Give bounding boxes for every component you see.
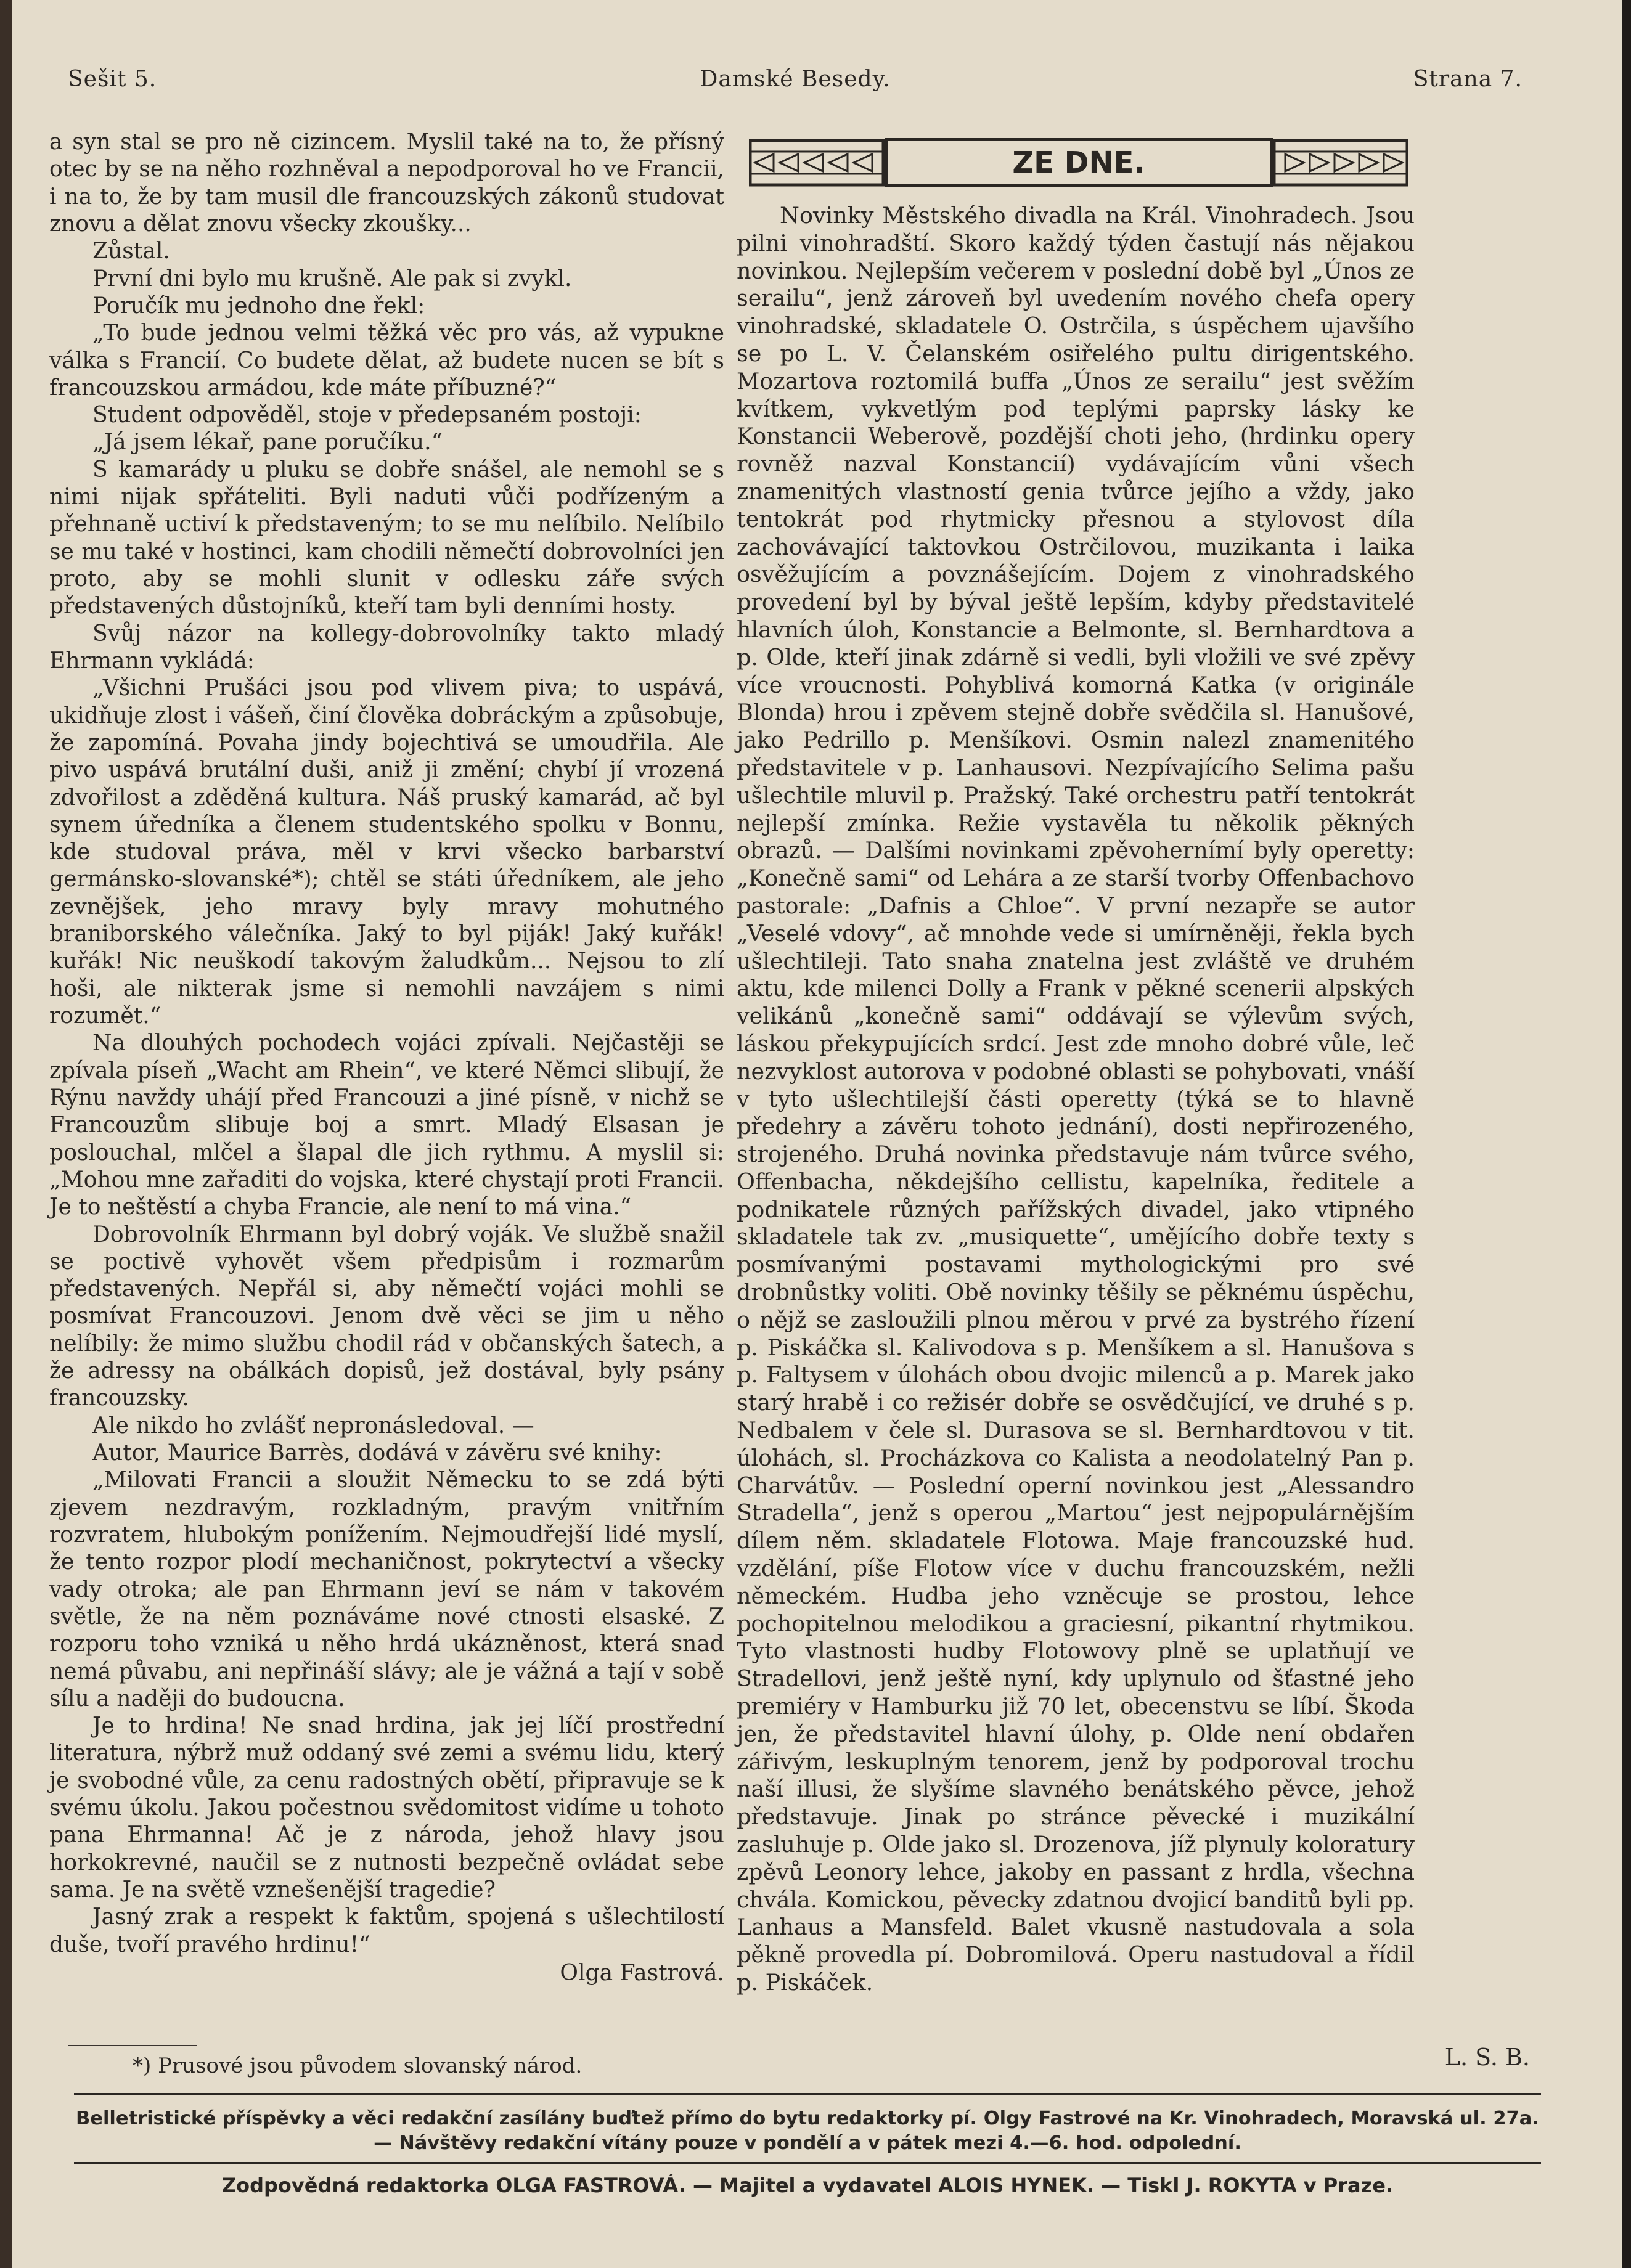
paragraph: Student odpověděl, stoje v předepsaném postoji: — [92, 402, 642, 428]
paragraph: Jasný zrak a respekt k faktům, spojená s ušlechtilostí duše, tvoří pravého hrdinu!“ — [49, 1904, 724, 1957]
paragraph: První dni bylo mu krušně. Ale pak si zvykl. — [92, 265, 572, 292]
paragraph: „Milovati Francii a sloužit Německu to se zdá býti zjevem nezdravým, rozkladným, pravým vnitřním rozvratem, hlubokým ponížením. Nejmoudřejší lidé myslí, že tento rozpor plodí mechaničnost, pokrytectví a všecky vady otroka; ale pan Ehrmann jeví se nám v takovém světle, že na něm poznáváme nové ctnosti elsaské. Z rozporu toho vzniká u něho hrdá ukázněnost, která snad nemá půvabu, ani nepřináší slávy; ale je vážná a tají v sobě sílu a naději do budoucna. — [49, 1467, 724, 1711]
paragraph: Autor, Maurice Barrès, dodává v závěru své knihy: — [92, 1440, 662, 1466]
article-body — [49, 128, 724, 1958]
ornament-band-icon — [1273, 138, 1408, 187]
magazine-title: Damské Besedy. — [700, 67, 891, 92]
paragraph: „Já jsem lékař, pane poručíku.“ — [92, 429, 443, 455]
paragraph: S kamarády u pluku se dobře snášel, ale nemohl se s nimi nijak spřáteliti. Byli naduti vůči podřízeným a přehnaně uctiví k představeným; to se mu nelíbilo. Nelíbilo se mu také v hostinci, kam chodili němečtí dobrovolníci jen proto, aby se mohli slunit v odlesku záře svých představených důstojníků, kteří tam byli denními hosty. — [49, 456, 724, 619]
paragraph: Zůstal. — [92, 238, 170, 264]
news-body — [737, 202, 1415, 1997]
footer-rule-top — [74, 2093, 1541, 2095]
editorial-notice: Belletristické příspěvky a věci redakční zasílány buďtež přímo do bytu redaktorky pí. Olgy Fastrové na Kr. Vinohradech, Moravská ul. 27a. — Návštěvy redakční vítány pouze v pondělí a v pátek mezi 4.—6. hod. odpolední. — [76, 2108, 1539, 2154]
paragraph: Na dlouhých pochodech vojáci zpívali. Nejčastěji se zpívala píseň „Wacht am Rhein“, ve které Němci slibují, že Rýnu navždy uhájí před Francouzi a jiné písně, v nichž se Francouzům slibuje boj a smrt. Mladý Elsasan je poslouchal, mlčel a šlapal dle jich rythmu. A myslil si: „Mohou mne zařaditi do vojska, které chystají proti Francii. Je to neštěstí a chyba Francie, ale není to má vina.“ — [49, 1030, 724, 1220]
imprint: Zodpovědná redaktorka OLGA FASTROVÁ. — Majitel a vydavatel ALOIS HYNEK. — Tiskl J. ROKYTA v Praze. — [221, 2174, 1394, 2197]
paragraph: Poručík mu jednoho dne řekl: — [92, 292, 425, 319]
footer-rule-middle — [74, 2162, 1541, 2164]
running-head — [68, 67, 1523, 97]
news-column-right — [737, 202, 1415, 1997]
page-number: Strana 7. — [1413, 67, 1523, 92]
footnote: *) Prusové jsou původem slovanský národ. — [133, 2054, 582, 2078]
newspaper-page — [12, 0, 1622, 2268]
paragraph: Ale nikdo ho zvlášť nepronásledoval. — — [92, 1412, 534, 1438]
footnote-divider — [68, 2045, 197, 2046]
paragraph: Svůj názor na kollegy-dobrovolníky takto mladý Ehrmann vykládá: — [49, 620, 724, 674]
ornament-band-icon — [749, 138, 885, 187]
page-edge-shadow — [0, 0, 12, 2268]
section-header — [749, 138, 1408, 187]
paragraph: „To bude jednou velmi těžká věc pro vás, až vypukne válka s Francií. Co budete dělat, až budete nucen se bít s francouzskou armádou, kde máte příbuzné?“ — [49, 320, 724, 401]
article-column-left — [49, 128, 724, 1986]
paragraph: Novinky Městského divadla na Král. Vinohradech. Jsou pilni vinohradští. Skoro každý týden častují nás nějakou novinkou. Nejlepším večerem v poslední době byl „Únos ze serailu“, jenž zároveň byl uvedením nového chefa opery vinohradské, skladatele O. Ostrčila, s úspěchem ujavšího se po L. V. Čelanském osiřelého pultu dirigentského. Mozartova roztomilá buffa „Únos ze serailu“ jest svěžím kvítkem, vykvetlým pod teplými paprsky lásky ke Konstancii Weberově, pozdější choti jeho, (hrdinku opery rovněž nazval Konstancií) vydávajícím vůni všech znamenitých vlastností genia tvůrce jejího a vždy, jako tentokrát pod rhytmicky přesnou a stylovost díla zachovávající taktovkou Ostrčilovou, muzikanta i laika osvěžujícím a povznášejícím. Dojem z vinohradského provedení byl by býval ještě lepším, kdyby představitelé hlavních úloh, Konstancie a Belmonte, sl. Bernhardtova a p. Olde, kteří jinak zdárně si vedli, byli vložili ve své zpěvy více vroucnosti. Pohyblivá komorná Katka (v originále Blonda) hrou i zpěvem stejně dobře svědčila sl. Hanušové, jako Pedrillo p. Menšíkovi. Osmin nalezl znamenitého představitele v p. Lanhausovi. Nezpívajícího Selima pašu ušlechtile mluvil p. Pražský. Také orchestru patří tentokrát nejlepší zmínka. Režie vystavěla tu několik pěkných obrazů. — Dalšími novinkami zpěvohernímí byly operetty: „Konečně sami“ od Lehára a ze starší tvorby Offenbachovo pastorale: „Dafnis a Chloe“. V první nezapře se autor „Veselé vdovy“, ač mnohde vede si umírněněji, řekla bych ušlechtileji. Tato snaha znatelna jest zvláště ve druhém aktu, kde milenci Dolly a Frank v pěkné scenerii alpských velikánů „konečně sami“ oddávají se výlevům svých, láskou překypujících srdcí. Jest zde mnoho dobré vůle, leč nezvyklost autorova v podobné oblasti se pohybovati, vnáší v tyto ušlechtilejší části operetty (týká se to hlavně předehry a závěru tohoto jednání), dosti nepřirozeného, strojeného. Druhá novinka představuje nám tvůrce svého, Offenbacha, někdejšího cellistu, kapelníka, ředitele a podnikatele různých pařížských divadel, jako vtipného skladatele tak zv. „musiquette“, umějícího dobře texty s posmívanými postavami mythologickými pro své drobnůstky voliti. Obě novinky těšily se pěknému úspěchu, o nějž se zasloužili plnou měrou v prvé za bystrého řízení p. Piskáčka sl. Kalivodova s p. Menšíkem a sl. Hanušova s p. Faltysem v úlohách obou dvojic milenců a p. Marek jako starý hrabě i co režisér dobře se osvědčující, ve druhé s p. Nedbalem v čele sl. Durasova se sl. Bernhardtovou v tit. úlohách, sl. Procházkova co Kalista a neodolatelný Pan p. Charvátův. — Poslední operní novinkou jest „Alessandro Stradella“, jenž s operou „Martou“ jest nejpopulárnějším dílem něm. skladatele Flotowa. Maje francouzské hud. vzdělání, píše Flotow více v duchu francouzském, nežli německém. Hudba jeho vzněcuje se prostou, lehce pochopitelnou melodikou a graciesní, pikantní rhytmikou. Tyto vlastnosti hudby Flotowovy plně se uplatňují ve Stradellovi, jenž ještě nyní, kdy uplynulo od šťastné jeho premiéry v Hamburku již 70 let, obecenstvu se líbí. Škoda jen, že představitel hlavní úlohy, p. Olde není obdařen zářivým, leskuplným tenorem, jenž by podporoval trochu naší illusi, že slyšíme slavného benátského pěvce, jehož představuje. Jinak po stránce pěvecké i muzikální zasluhuje p. Olde jako sl. Drozenova, jíž plynuly koloratury zpěvů Leonory lehce, jakoby en passant z hrdla, všechna chvála. Komickou, pěvecky zdatnou dvojicí banditů byli pp. Lanhaus a Mansfeld. Balet vkusně nastudovala a sola pěkně provedla pí. Dobromilová. Operu nastudoval a řídil p. Piskáček. — [737, 202, 1415, 1996]
issue-number: Sešit 5. — [68, 67, 157, 92]
author-signature: Olga Fastrová. — [560, 1959, 724, 1986]
paragraph: a syn stal se pro ně cizincem. Myslil také na to, že přísný otec by se na něho rozhněval a nepodporoval ho ve Francii, i na to, že by tam musil dle francouzských zákonů studovat znovu a dělat znovu všecky zkoušky... — [49, 129, 724, 237]
section-title: ZE DNE. — [885, 138, 1273, 187]
critic-signature: L. S. B. — [1444, 2044, 1530, 2071]
paragraph: Je to hrdina! Ne snad hrdina, jak jej líčí prostřední literatura, nýbrž muž oddaný své zemi a svému lidu, který je svobodné vůle, za cenu radostných obětí, připravuje se k svému úkolu. Jakou počestnou svědomitost vidíme u tohoto pana Ehrmanna! Ač je z národa, jehož hlavy jsou horkokrevné, naučil se z nutnosti bezpečně ovládat sebe sama. Je na světě vznešenější tragedie? — [49, 1713, 724, 1903]
paragraph: „Všichni Prušáci jsou pod vlivem piva; to uspává, ukidňuje zlost i vášeň, činí člověka dobráckým a způsobuje, že zapomíná. Povaha jindy bojechtivá se umoudřila. Ale pivo uspává brutální duši, aniž ji změní; chybí jí vrozená zdvořilost a zděděná kultura. Náš pruský kamarád, ač byl synem úředníka a členem studentského spolku v Bonnu, kde studoval práva, měl v krvi všecko barbarství germánsko-slovanské*); chtěl se státi úředníkem, ale jeho zevnějšek, jeho mravy byly mravy mohutného braniborského válečníka. Jaký to byl piják! Jaký kuřák! kuřák! Nic neuškodí takovým žaludkům... Nejsou to zlí hoši, ale nikterak jsme si nemohli navzájem s nimi rozumět.“ — [49, 675, 724, 1029]
paragraph: Dobrovolník Ehrmann byl dobrý voják. Ve službě snažil se poctivě vyhovět všem předpisům i rozmarům představených. Nepřál si, aby němečtí vojáci mohli se posmívat Francouzovi. Jenom dvě věci se jim u něho nelíbily: že mimo službu chodil rád v občanských šatech, a že adressy na obálkách dopisů, jež dostával, byly psány francouzsky. — [49, 1221, 724, 1411]
